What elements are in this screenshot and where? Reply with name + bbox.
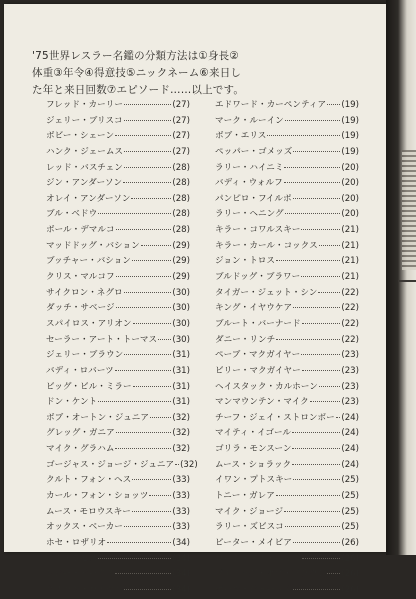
page-number: (34) [172,584,190,595]
wrestler-name: ビリー・マクガイヤー [215,365,301,376]
page-number: (33) [172,522,190,533]
wrestler-name: ブルドッグ・ブラワー [215,272,301,283]
dot-leader [98,401,171,402]
dot-leader [310,401,341,402]
wrestler-name: ボビー・シェーン [46,131,115,142]
dot-leader [301,229,340,230]
page-number: (29) [172,240,190,251]
page-number: (21) [341,256,359,267]
page-number: (27) [172,131,190,142]
page-number: (28) [172,193,190,204]
facing-page-rule [398,280,416,282]
index-entry [46,333,190,349]
wrestler-name: フレッド・カーリー [46,100,123,110]
page-number: (25) [341,491,359,502]
wrestler-name: ジェリー・ブラウン [46,350,124,361]
wrestler-name: ドン・ケント [46,397,98,408]
dot-leader [285,526,341,527]
dot-leader [293,542,341,543]
index-entry [46,442,190,458]
dot-leader [141,245,172,246]
wrestler-name: ダッチ・サベージ [46,303,115,314]
dot-leader [124,354,171,355]
wrestler-name: ブルート・バーナード [215,318,301,329]
wrestler-name: ムース・モロウスキー [46,506,131,517]
page-number: (30) [172,303,190,314]
dot-leader [116,276,172,277]
index-entry [215,192,359,208]
wrestler-name: トニー・ガレア [215,491,275,502]
dot-leader [124,104,171,105]
page-number: (33) [172,475,190,486]
index-entry [215,114,359,130]
dot-leader [150,417,171,418]
intro-line: た年と来日回数⑦エピソード……以上です。 [32,84,245,96]
page-number: (30) [172,318,190,329]
wrestler-name: ボール・デマルコ [46,225,115,236]
index-entry [215,426,359,442]
index-entry [215,567,359,583]
dot-leader [336,417,341,418]
page-number: (24) [341,412,359,423]
dot-leader [116,229,172,230]
wrestler-name: マイク・ジョージ [215,506,284,517]
dot-leader [132,479,171,480]
index-entry [46,411,190,427]
wrestler-name: キラー・コワルスキー [215,225,301,236]
index-entry [215,161,359,177]
wrestler-name: ジョン・トロス [215,256,275,267]
dot-leader [293,307,340,308]
wrestler-name: ビッグ・ビル・ミラー [46,381,132,392]
wrestler-name: セーラー・アート・トーマス [46,334,158,345]
dot-leader [284,182,341,183]
dot-leader [116,432,172,433]
index-entry [46,317,190,333]
wrestler-name: バディ・ロバーツ [46,365,114,376]
dot-leader [98,558,171,559]
index-entry [46,489,190,505]
wrestler-name: マイティ・イゴール [215,428,291,439]
index-entry [215,505,359,521]
wrestler-name: ジン・アンダーソン [46,178,123,189]
index-entry [215,348,359,364]
page-number: (26) [341,537,359,548]
dot-leader [302,558,341,559]
dot-leader [292,448,340,449]
dot-leader [115,573,171,574]
index-entry [46,286,190,302]
page-number: (22) [341,334,359,345]
dot-leader [292,432,340,433]
index-entry [46,270,190,286]
index-entry [215,489,359,505]
index-entry [46,176,190,192]
page-number: (25) [341,475,359,486]
index-entry [46,301,190,317]
dot-leader [107,542,171,543]
page-number: (28) [172,178,190,189]
index-entry [215,458,359,474]
index-entry [46,426,190,442]
page-number: (32) [172,412,190,423]
index-entry [215,301,359,317]
dot-leader [158,339,171,340]
page-number: (26) [341,569,359,580]
index-entry [46,114,190,130]
wrestler-name: キング・イヤウケア [215,303,293,314]
intro-line: '75世界レスラー名鑑の分類方法は①身長② [32,50,239,62]
dot-leader [133,386,172,387]
dot-leader [131,198,171,199]
page-number: (27) [172,100,190,110]
index-entry [46,348,190,364]
dot-leader [98,213,171,214]
page-number: (19) [341,115,359,126]
index-entry [46,145,190,161]
page-number: (27) [172,146,190,157]
index-entry [215,364,359,380]
index-entry [215,286,359,302]
dot-leader [132,511,172,512]
wrestler-name: タイガー・ジェット・シン [215,287,318,298]
index-entry [215,317,359,333]
wrestler-name: ホセ・ロザリオ [46,537,107,548]
dot-leader [284,511,340,512]
page-number: (22) [341,318,359,329]
index-entry [46,583,190,599]
page-number: (20) [341,178,359,189]
index-entry [46,254,190,270]
page-number: (31) [172,397,190,408]
dot-leader [302,323,341,324]
wrestler-name: ブル・ベドウ [46,209,98,220]
index-entry [46,473,190,489]
wrestler-name: レッド・バスチェン [46,162,123,173]
wrestler-name: キラー・カール・コックス [215,240,318,251]
page-number: (31) [172,381,190,392]
index-entry [46,567,190,583]
dot-leader [293,589,341,590]
dot-leader [292,464,340,465]
page-number: (32) [172,428,190,439]
wrestler-name: バディ・ウォルフ [215,178,283,189]
index-entry [215,239,359,255]
dot-leader [132,260,171,261]
index-column-right [215,98,359,599]
page-number: (26) [341,553,359,564]
wrestler-name: ムース・ショラック [215,459,292,470]
page-number: (26) [341,584,359,595]
wrestler-name: カール・フォン・ショッツ [46,491,149,502]
page-number: (25) [341,506,359,517]
index-entry [46,520,190,536]
page-number: (22) [341,303,359,314]
page-number: (20) [341,193,359,204]
page-number: (29) [172,256,190,267]
wrestler-name: ラリー・ズビスコ [215,522,284,533]
page-number: (19) [341,131,359,142]
dot-leader [318,292,340,293]
page-number: (34) [172,553,190,564]
dot-leader [124,526,172,527]
page-number: (24) [341,444,359,455]
index-entry [215,473,359,489]
index-entry [215,442,359,458]
index-entry [46,552,190,568]
page-number: (24) [341,428,359,439]
index-entry [215,207,359,223]
page-number: (23) [341,350,359,361]
page-number: (19) [341,146,359,157]
dot-leader [115,370,172,371]
wrestler-name: ブルドッグ・ボブ・ブラウン [215,569,327,580]
wrestler-name: ピーター・メイビア [215,537,292,548]
index-entry [46,364,190,380]
intro-line: 体重③年令④得意技⑤ニックネーム⑥来日し [32,67,242,79]
dot-leader [284,167,340,168]
dot-leader [276,260,340,261]
intro-paragraph [32,48,252,99]
page-number: (34) [172,569,190,580]
wrestler-name: オレイ・アンダーソン [46,193,131,204]
dot-leader [302,370,341,371]
dot-leader [293,198,341,199]
wrestler-name: イワン・プトスキー [215,475,293,486]
index-entry [46,161,190,177]
wrestler-name: サイクロン・ネグロ [46,287,123,298]
page-number: (30) [172,287,190,298]
dot-leader [301,276,340,277]
dot-leader [115,135,171,136]
book-page [4,4,386,595]
wrestler-name: オックス・ベーカー [46,522,123,533]
index-entry [46,192,190,208]
page-number: (32) [180,459,198,470]
index-entry [46,223,190,239]
wrestler-name: ボブ・エリス [215,131,267,142]
facing-page-edge [386,0,416,555]
wrestler-name: ボブ・オートン・ジュニア [46,412,149,423]
index-entry [215,583,359,599]
index-entry [215,145,359,161]
wrestler-name: ジェリー・ブリスコ [46,115,123,126]
dot-leader [124,167,172,168]
wrestler-name: レジー・パークス [46,569,115,580]
dot-leader [301,354,340,355]
wrestler-name: スパイロス・アリオン [46,318,132,329]
page-number: (19) [341,100,359,110]
page-number: (34) [172,537,190,548]
wrestler-name: ゴージャス・ジョージ・ジュニア [46,459,175,470]
dot-leader [327,104,340,105]
dot-leader [276,495,341,496]
wrestler-name: マンマウンテン・マイク [215,397,309,408]
wrestler-name: ゴリラ・モンスーン [215,444,292,455]
wrestler-name: チーフ・ジェイ・ストロンボー [215,412,335,423]
index-entry [46,207,190,223]
dot-leader [115,448,171,449]
dot-leader [267,135,340,136]
index-entry [46,239,190,255]
dot-leader [124,589,171,590]
page-number: (27) [172,115,190,126]
wrestler-name: ネルソン・ロイヤル [46,584,124,595]
page-number: (31) [172,365,190,376]
page-number: (28) [172,225,190,236]
wrestler-name: ヘイスタック・カルホーン [215,381,318,392]
dot-leader [293,479,340,480]
index-entry [215,254,359,270]
page-number: (23) [341,381,359,392]
index-entry [215,536,359,552]
wrestler-name: ボール・ジョーンズ [215,584,292,595]
dot-leader [149,495,171,496]
page-number: (21) [341,240,359,251]
page-number: (25) [341,522,359,533]
index-entry [215,98,359,114]
index-entry [46,129,190,145]
page-number: (30) [172,334,190,345]
wrestler-name: ブル・ラモス [46,553,98,564]
index-column-left [46,98,198,599]
wrestler-name: ロード・アル・ヘイズ [215,553,301,564]
dot-leader [285,120,341,121]
page-number: (20) [341,162,359,173]
wrestler-name: エドワード・カーペンティア [215,100,327,110]
dot-leader [293,151,340,152]
wrestler-name: マイク・グラハム [46,444,115,455]
wrestler-name: ペッパー・ゴメッズ [215,146,293,157]
index-entry [215,333,359,349]
index-entry [215,380,359,396]
page-number: (23) [341,397,359,408]
page-number: (28) [172,162,190,173]
wrestler-name: クルト・フォン・ヘス [46,475,132,486]
dot-leader [124,151,171,152]
page-number: (21) [341,272,359,283]
dot-leader [124,120,172,121]
facing-page-illustration [402,150,416,270]
index-entry [215,129,359,145]
page-number: (28) [172,209,190,220]
wrestler-name: ブッチャー・バション [46,256,131,267]
dot-leader [276,339,340,340]
index-entry [215,395,359,411]
page-number: (32) [172,444,190,455]
dot-leader [319,245,341,246]
wrestler-name: ペーブ・マクガイヤー [215,350,301,361]
dot-leader [116,307,172,308]
index-entry [46,395,190,411]
dot-leader [327,573,340,574]
index-entry [46,505,190,521]
dot-leader [124,292,172,293]
wrestler-name: クリス・マルコフ [46,272,115,283]
wrestler-name: パンピロ・フイルポ [215,193,292,204]
wrestler-name: ハンク・ジェームス [46,146,124,157]
wrestler-name: グレッグ・ガニア [46,428,115,439]
index-entry [215,552,359,568]
index-entry [46,458,198,474]
index-entry [215,270,359,286]
page-number: (33) [172,491,190,502]
dot-leader [175,464,179,465]
page-number: (31) [172,350,190,361]
wrestler-name: マーク・ルーイン [215,115,284,126]
index-entry [46,98,190,114]
index-entry [46,380,190,396]
index-entry [215,176,359,192]
page-number: (20) [341,209,359,220]
wrestler-name: ラリー・ヘニング [215,209,284,220]
page-number: (22) [341,287,359,298]
page-number: (24) [341,459,359,470]
wrestler-name: ラリー・ハイニミ [215,162,284,173]
dot-leader [133,323,172,324]
index-entry [215,520,359,536]
index-entry [46,536,190,552]
page-number: (29) [172,272,190,283]
dot-leader [319,386,340,387]
index-entry [215,223,359,239]
wrestler-name: ダニー・リンチ [215,334,276,345]
page-number: (33) [172,506,190,517]
page-number: (21) [341,225,359,236]
page-number: (23) [341,365,359,376]
wrestler-name: マッドドッグ・バション [46,240,140,251]
dot-leader [123,182,171,183]
dot-leader [285,213,341,214]
index-entry [215,411,359,427]
